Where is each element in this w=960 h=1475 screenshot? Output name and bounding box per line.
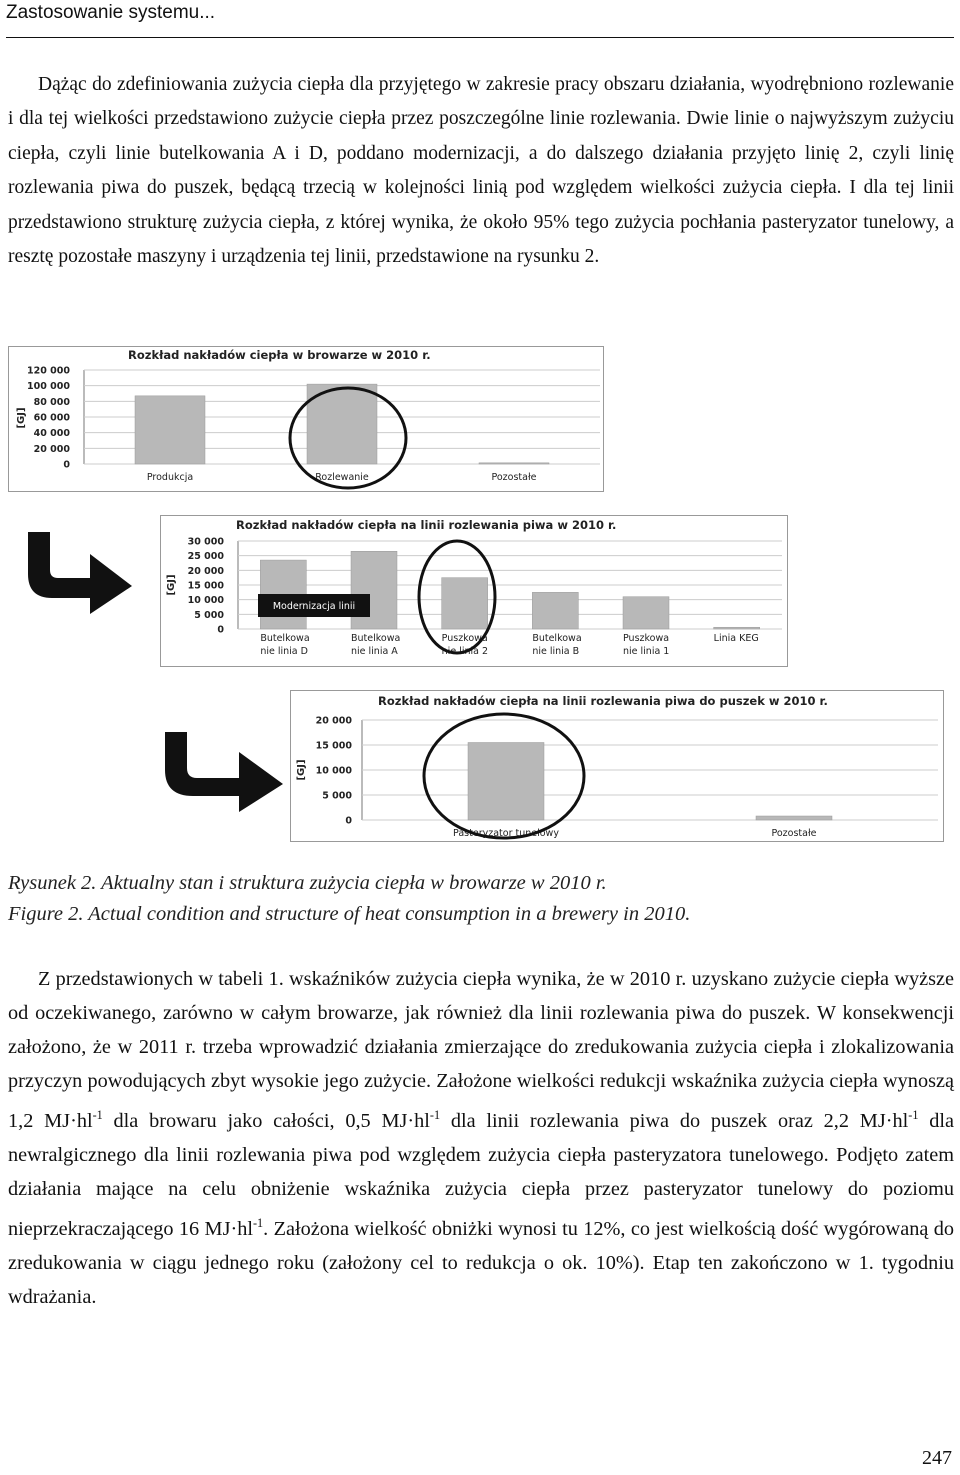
y-tick-label: 0	[345, 815, 352, 827]
x-tick-label: Butelkowa	[260, 633, 310, 644]
bar	[468, 743, 544, 821]
chart-puszki	[290, 690, 944, 842]
superscript: -1	[253, 1215, 264, 1230]
chart-ylabel: [GJ]	[296, 759, 307, 781]
x-tick-label: Puszkowa	[441, 633, 488, 644]
chart-linie-rozlewania	[160, 515, 788, 667]
bar	[623, 597, 669, 629]
chart-title: Rozkład nakładów ciepła w browarze w 2010 r.	[128, 348, 431, 362]
figure-caption-en: Figure 2. Actual condition and structure of heat consumption in a brewery in 2010.	[8, 903, 691, 925]
superscript: -1	[429, 1108, 441, 1122]
y-tick-label: 25 000	[187, 551, 224, 563]
y-tick-label: 100 000	[27, 381, 70, 393]
x-tick-label: nie linia B	[532, 646, 580, 657]
y-tick-label: 80 000	[33, 396, 70, 408]
y-tick-label: 15 000	[187, 580, 224, 592]
y-tick-label: 0	[63, 459, 70, 471]
x-tick-label: Pozostałe	[491, 472, 537, 483]
x-tick-label: Pasteryzator tunelowy	[453, 828, 559, 839]
arrow-icon	[165, 732, 285, 812]
paragraph-2-part: . Założona wielkość obniżki wynosi tu 12%, co jest wielkością dość wygórowaną do zredukowania w ciągu jednego roku (założony cel to redukcja o ok. 10%). Etap ten zakończono w 1. tygodniu wdrażania.	[8, 1217, 954, 1308]
x-tick-label: Butelkowa	[532, 633, 582, 644]
x-tick-label: Linia KEG	[713, 633, 759, 644]
paragraph-2-part: dla newralgicznego dla linii rozlewania piwa pod względem zużycia ciepła pasteryzatora tunelowego. Podjęto zatem działania mające na celu obniżenie wskaźnika zużycia ciepła przez pasteryzator tunelowy do poziomu nieprzekraczającego 16 MJ·hl	[8, 1109, 954, 1240]
y-tick-label: 5 000	[194, 609, 224, 621]
x-tick-label: Puszkowa	[623, 633, 670, 644]
chart-ylabel: [GJ]	[166, 574, 177, 596]
x-tick-label: Produkcja	[146, 472, 194, 483]
header-rule	[6, 37, 954, 38]
x-tick-label: Butelkowa	[351, 633, 401, 644]
paragraph-2	[8, 962, 954, 1314]
y-tick-label: 0	[217, 624, 224, 636]
y-tick-label: 20 000	[187, 565, 224, 577]
running-header: Zastosowanie systemu...	[6, 2, 216, 23]
bar	[135, 396, 205, 464]
x-tick-label: nie linia 2	[441, 646, 489, 657]
superscript: -1	[92, 1108, 103, 1122]
x-tick-label: nie linia 1	[623, 646, 670, 657]
y-tick-label: 120 000	[27, 365, 70, 377]
y-tick-label: 5 000	[322, 790, 352, 802]
y-tick-label: 60 000	[33, 412, 70, 424]
y-tick-label: 30 000	[187, 536, 224, 548]
modernizacja-label: Modernizacja linii	[272, 601, 356, 612]
chart-title: Rozkład nakładów ciepła na linii rozlewania piwa do puszek w 2010 r.	[378, 694, 828, 708]
y-tick-label: 20 000	[315, 715, 352, 727]
bar	[532, 592, 578, 629]
bar	[714, 627, 760, 629]
chart-title: Rozkład nakładów ciepła na linii rozlewania piwa w 2010 r.	[236, 518, 617, 532]
bar	[479, 463, 549, 464]
chart-browar	[8, 346, 604, 492]
bar	[351, 551, 397, 629]
x-tick-label: Rozlewanie	[315, 472, 369, 483]
page-number: 247	[922, 1447, 952, 1469]
paragraph-2-part: dla linii rozlewania piwa do puszek oraz 2,2 MJ·hl	[440, 1109, 909, 1132]
y-tick-label: 10 000	[315, 765, 352, 777]
arrow-icon	[28, 532, 134, 614]
bar	[756, 816, 832, 820]
chart-ylabel: [GJ]	[16, 407, 27, 429]
y-tick-label: 40 000	[33, 428, 70, 440]
figure-caption-pl: Rysunek 2. Aktualny stan i struktura zużycia ciepła w browarze w 2010 r.	[8, 872, 607, 894]
x-tick-label: nie linia D	[260, 646, 308, 657]
paragraph-2-part: dla browaru jako całości, 0,5 MJ·hl	[102, 1109, 430, 1132]
x-tick-label: Pozostałe	[771, 828, 817, 839]
y-tick-label: 10 000	[187, 595, 224, 607]
x-tick-label: nie linia A	[351, 646, 398, 657]
paragraph-2-part: Z przedstawionych w tabeli 1. wskaźników zużycia ciepła wynika, że w 2010 r. uzyskano zużycie ciepła wyższe od oczekiwanego, zarówno w całym browarze, jak również dla linii rozlewania piwa do puszek. W konsekwencji założono, że w 2011 r. trzeba wprowadzić działania zmierzające do zredukowania zużycia ciepła i zlokalizowania przyczyn powodujących zbyt wysokie jego zużycie. Założone wielkości redukcji wskaźnika zużycia ciepła wynoszą 1,2 MJ·hl	[8, 968, 954, 1132]
paragraph-1: Dążąc do zdefiniowania zużycia ciepła dla przyjętego w zakresie pracy obszaru działania, wyodrębniono rozlewanie i dla tej wielkości przedstawiono zużycie ciepła przez poszczególne linie rozlewania. Dwie linie o najwyższym zużyciu ciepła, czyli linie butelkowania A i D, poddano modernizacji, a do dalszego działania przyjęto linię 2, czyli linię rozlewania piwa do puszek, będącą trzecią w kolejności linią pod względem wielkości zużycia ciepła. I dla tej linii przedstawiono strukturę zużycia ciepła, z której wynika, że około 95% tego zużycia pochłania pasteryzator tunelowy, a resztę pozostałe maszyny i urządzenia tej linii, przedstawione na rysunku 2.	[8, 74, 954, 268]
superscript: -1	[908, 1108, 919, 1122]
bar	[442, 578, 488, 629]
y-tick-label: 20 000	[33, 443, 70, 455]
y-tick-label: 15 000	[315, 740, 352, 752]
